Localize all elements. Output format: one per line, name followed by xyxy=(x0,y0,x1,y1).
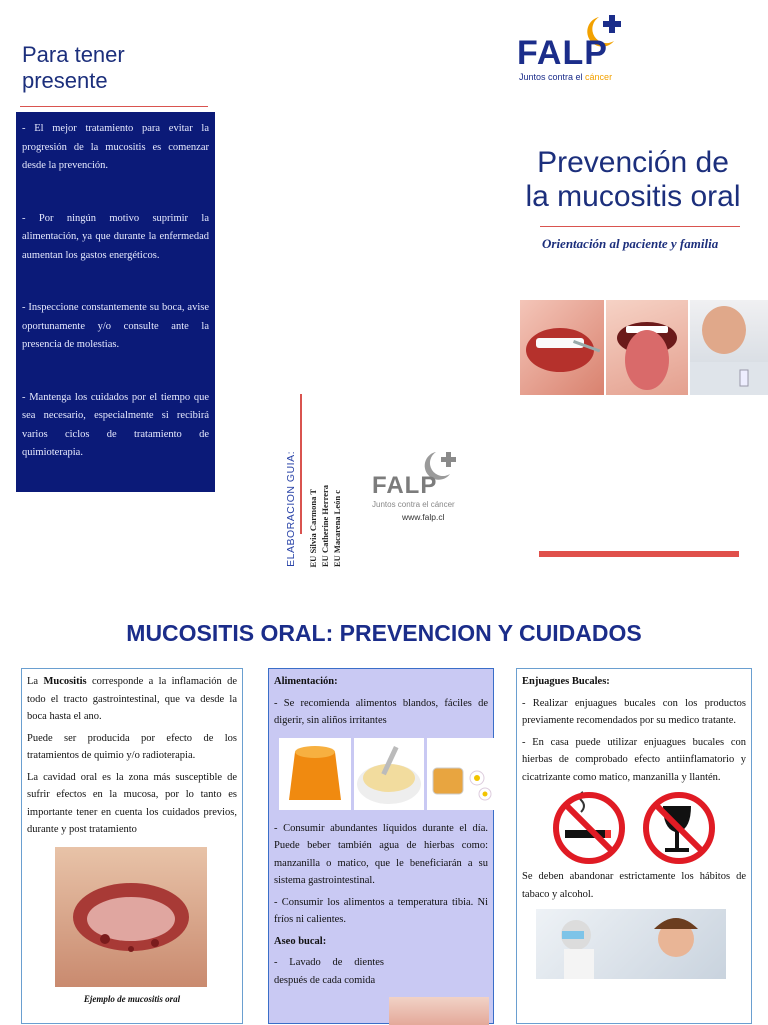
mouth-rinse-photo xyxy=(690,300,768,395)
tips-divider xyxy=(20,106,208,107)
food-item: - Se recomienda alimentos blandos, fáciles de digerir, sin aliños irritantes xyxy=(274,697,488,726)
oral-cavity-paragraph: La cavidad oral es la zona más susceptible de sufrir efectos en la mucosa, por lo tanto es importante tener en cuenta los cuidados previos, durante y post tratamiento xyxy=(27,771,237,835)
cover-title: Prevención de la mucositis oral xyxy=(525,146,741,213)
logo-wordmark: FALP xyxy=(372,472,438,499)
rinse-item: - En casa puede utilizar enjuagues bucales con hierbas de comprobado efecto antiinflamatorio y cicatrizante como matico, manzanilla y llantén. xyxy=(522,736,746,783)
tip-item: - Por ningún motivo suprimir la alimentación, ya que durante la enfermedad aumentan los gastos energéticos. xyxy=(22,212,209,261)
cover-divider xyxy=(540,226,740,227)
tip-item: - Mantenga los cuidados por el tiempo que sea necesario, especialmente si recibirá varios ciclos de tratamiento de quimioterapia. xyxy=(22,391,209,458)
oral-hygiene-heading: Aseo bucal: xyxy=(274,935,327,947)
rinse-item: - Realizar enjuagues bucales con los productos previamente recomendados por su medico tratante. xyxy=(522,697,746,726)
cover-accent-bar xyxy=(539,551,739,557)
causes-paragraph: Puede ser producida por efecto de los tratamientos de quimio y/o radioterapia. xyxy=(27,732,237,761)
no-alcohol-icon xyxy=(641,790,717,866)
dentist-visit-photo xyxy=(536,909,726,979)
gelatin-photo xyxy=(279,738,351,810)
tip-item: - El mejor tratamiento para evitar la progresión de la mucositis es comenzar desde la prevención. xyxy=(22,123,209,171)
food-heading: Alimentación: xyxy=(274,676,338,687)
credit-name: EU Macarena León c xyxy=(332,489,342,567)
logo-url: www.falp.cl xyxy=(402,512,445,522)
brushing-photo xyxy=(389,997,489,1025)
column-food-hygiene xyxy=(268,668,494,1024)
puree-photo xyxy=(354,738,424,810)
column-rinses xyxy=(516,668,752,1024)
falp-logo xyxy=(515,12,655,87)
tips-box xyxy=(16,112,215,492)
credits xyxy=(285,392,345,567)
no-smoking-icon xyxy=(551,790,627,866)
habits-warning: Se deben abandonar estrictamente los hábitos de tabaco y alcohol. xyxy=(522,871,746,900)
mucositis-example-photo xyxy=(55,847,207,987)
rinses-heading: Enjuagues Bucales: xyxy=(522,676,610,687)
credit-name: EU Catherine Herrera xyxy=(320,485,330,567)
cover-photo-strip xyxy=(520,300,768,395)
intro-paragraph: La Mucositis corresponde a la inflamación de todo el tracto gastrointestinal, que va desde la boca hasta el ano. xyxy=(27,676,237,722)
logo-wordmark: FALP xyxy=(517,34,608,72)
logo-tagline: Juntos contra el cáncer xyxy=(372,500,455,509)
tip-item: - Inspeccione constantemente su boca, avise oportunamente y/o consulte ante la presencia de molestias. xyxy=(22,302,209,350)
logo-tagline: Juntos contra el cáncer xyxy=(519,72,613,82)
prohibition-signs xyxy=(522,790,746,866)
falp-logo-small xyxy=(370,448,480,523)
credit-name: EU Silvia Carmona T xyxy=(308,488,318,567)
soft-foods-photos xyxy=(279,738,493,810)
dental-exam-photo xyxy=(520,300,604,395)
credits-heading: ELABORACION GUIA: xyxy=(285,451,297,567)
column-definition xyxy=(21,668,243,1024)
cover-subtitle: Orientación al paciente y familia xyxy=(542,236,719,251)
food-item: - Consumir abundantes líquidos durante el día. Puede beber también agua de hierbas como: manzanilla o matico, que le beneficiarán a su sistema gastrointestinal. xyxy=(274,822,488,886)
photo-caption: Ejemplo de mucositis oral xyxy=(83,993,181,1004)
tongue-photo xyxy=(606,300,688,395)
herbal-tea-photo xyxy=(427,738,497,810)
section-headline: MUCOSITIS ORAL: PREVENCION Y CUIDADOS xyxy=(126,620,642,646)
tips-title: Para tener presente xyxy=(22,42,125,93)
food-item: - Consumir los alimentos a temperatura tibia. Ni fríos ni calientes. xyxy=(274,896,488,925)
hygiene-item: - Lavado de dientes después de cada comida xyxy=(274,957,384,986)
